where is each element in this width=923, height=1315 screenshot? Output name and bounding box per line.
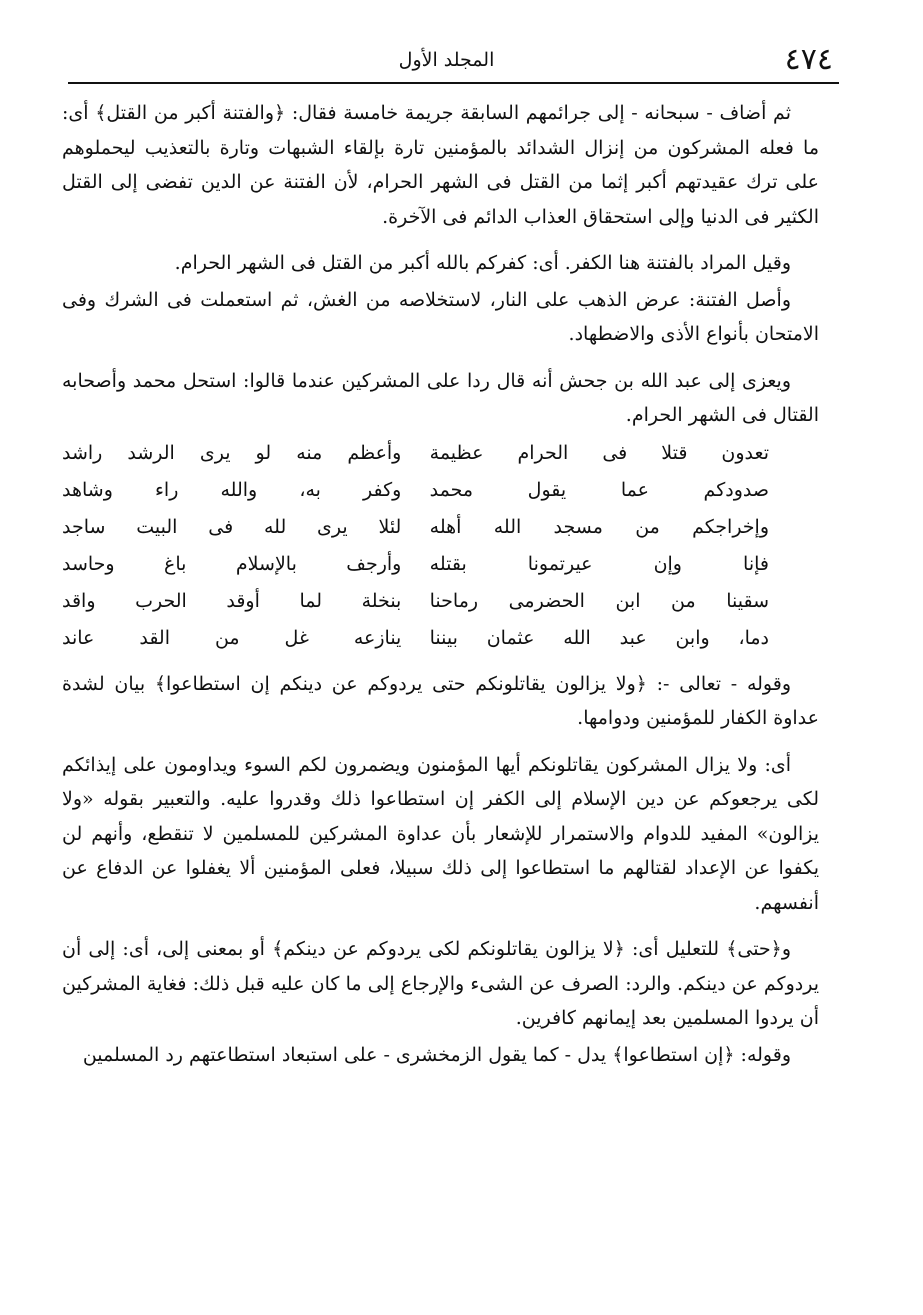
paragraph-explanation: أى: ولا يزال المشركون يقاتلونكم أيها المؤمنون ويضمرون لكم السوء ويداومون على إيذائكم لكى يرجعوكم عن دين الإسلام إلى الكفر إن استطاعوا ذلك وقدروا عليه. والتعبير بقوله «ولا يزالون» المفيد للدوام والاستمرار للإشعار بأن عداوة المشركين للمسلمين لا تنقطع، وأنهم لن يكفوا عن الإعداد لقتالهم ما استطاعوا إلى ذلك سبيلا، فعلى المؤمنين ألا يغفلوا عن الدفاع عن أنفسهم. xyxy=(62,753,819,914)
poem-second-hemistich: لئلا يرى لله فى البيت ساجد xyxy=(62,515,402,538)
page-number: ٤٧٤ xyxy=(784,42,833,77)
page-body xyxy=(62,96,819,1084)
paragraph-fitna-origin: وأصل الفتنة: عرض الذهب على النار، لاستخلاصه من الغش، ثم استعملت فى الشرك وفى الامتحان بأنواع الأذى والاضطهاد. xyxy=(62,288,819,345)
paragraph-fitna-greater: ثم أضاف - سبحانه - إلى جرائمهم السابقة جريمة خامسة فقال: ﴿والفتنة أكبر من القتل﴾ أى: ما فعله المشركون من إنزال الشدائد بالمؤمنين تارة بإلقاء الشبهات وتارة بالتعذيب ليحملوهم على ترك عقيدتهم أكبر إثما من القتل فى الشهر الحرام، لأن الفتنة عن الدين تفضى إلى القتل الكثير فى الدنيا وإلى استحقاق العذاب الدائم فى الآخرة. xyxy=(62,102,819,228)
paragraph-in-istataoo: وقوله: ﴿إن استطاعوا﴾ يدل - كما يقول الزمخشرى - على استبعاد استطاعتهم رد المسلمين xyxy=(82,1043,791,1066)
paragraph-ibn-jahsh: ويعزى إلى عبد الله بن جحش أنه قال ردا على المشركين عندما قالوا: استحل محمد وأصحابه القتال فى الشهر الحرام. xyxy=(62,369,819,426)
poem-first-hemistich: صدودكم عما يقول محمد xyxy=(429,478,769,501)
poem-verse xyxy=(62,435,769,472)
poem-verse xyxy=(62,509,769,546)
poem-second-hemistich: وكفر به، والله راء وشاهد xyxy=(62,478,402,501)
paragraph-hatta: و﴿حتى﴾ للتعليل أى: ﴿لا يزالون يقاتلونكم لكى يردوكم عن دينكم﴾ أو بمعنى إلى، أى: إلى أن يردوكم عن دينكم. والرد: الصرف عن الشىء والإرجاع إلى ما كان عليه قبل ذلك: فغاية المشركين أن يردوا المسلمين بعد إيمانهم كافرين. xyxy=(62,938,819,1029)
poem-first-hemistich: تعدون قتلا فى الحرام عظيمة xyxy=(429,441,769,464)
poem-second-hemistich: بنخلة لما أوقد الحرب واقد xyxy=(62,589,402,612)
page-header xyxy=(60,40,833,80)
poem-first-hemistich: دما، وابن عبد الله عثمان بيننا xyxy=(429,626,769,649)
poem-verse xyxy=(62,546,769,583)
poem-first-hemistich: وإخراجكم من مسجد الله أهله xyxy=(429,515,769,538)
poem-first-hemistich: سقينا من ابن الحضرمى رماحنا xyxy=(429,589,769,612)
poem-verse xyxy=(62,583,769,620)
volume-title: المجلد الأول xyxy=(398,49,495,71)
paragraph-fitna-kufr: وقيل المراد بالفتنة هنا الكفر. أى: كفركم بالله أكبر من القتل فى الشهر الحرام. xyxy=(174,252,791,274)
paragraph-la-yazaloon: وقوله - تعالى -: ﴿ولا يزالون يقاتلونكم حتى يردوكم عن دينكم إن استطاعوا﴾ بيان لشدة عداوة الكفار للمؤمنين ودوامها. xyxy=(62,672,819,729)
poem-verse xyxy=(62,472,769,509)
header-divider xyxy=(68,82,839,84)
poem-second-hemistich: ينازعه غل من القد عاند xyxy=(62,626,402,649)
poem xyxy=(62,435,819,657)
poem-first-hemistich: فإنا وإن عيرتمونا بقتله xyxy=(429,552,769,575)
poem-second-hemistich: وأرجف بالإسلام باغ وحاسد xyxy=(62,552,402,575)
poem-verse xyxy=(62,620,769,657)
poem-second-hemistich: وأعظم منه لو يرى الرشد راشد xyxy=(62,441,402,464)
